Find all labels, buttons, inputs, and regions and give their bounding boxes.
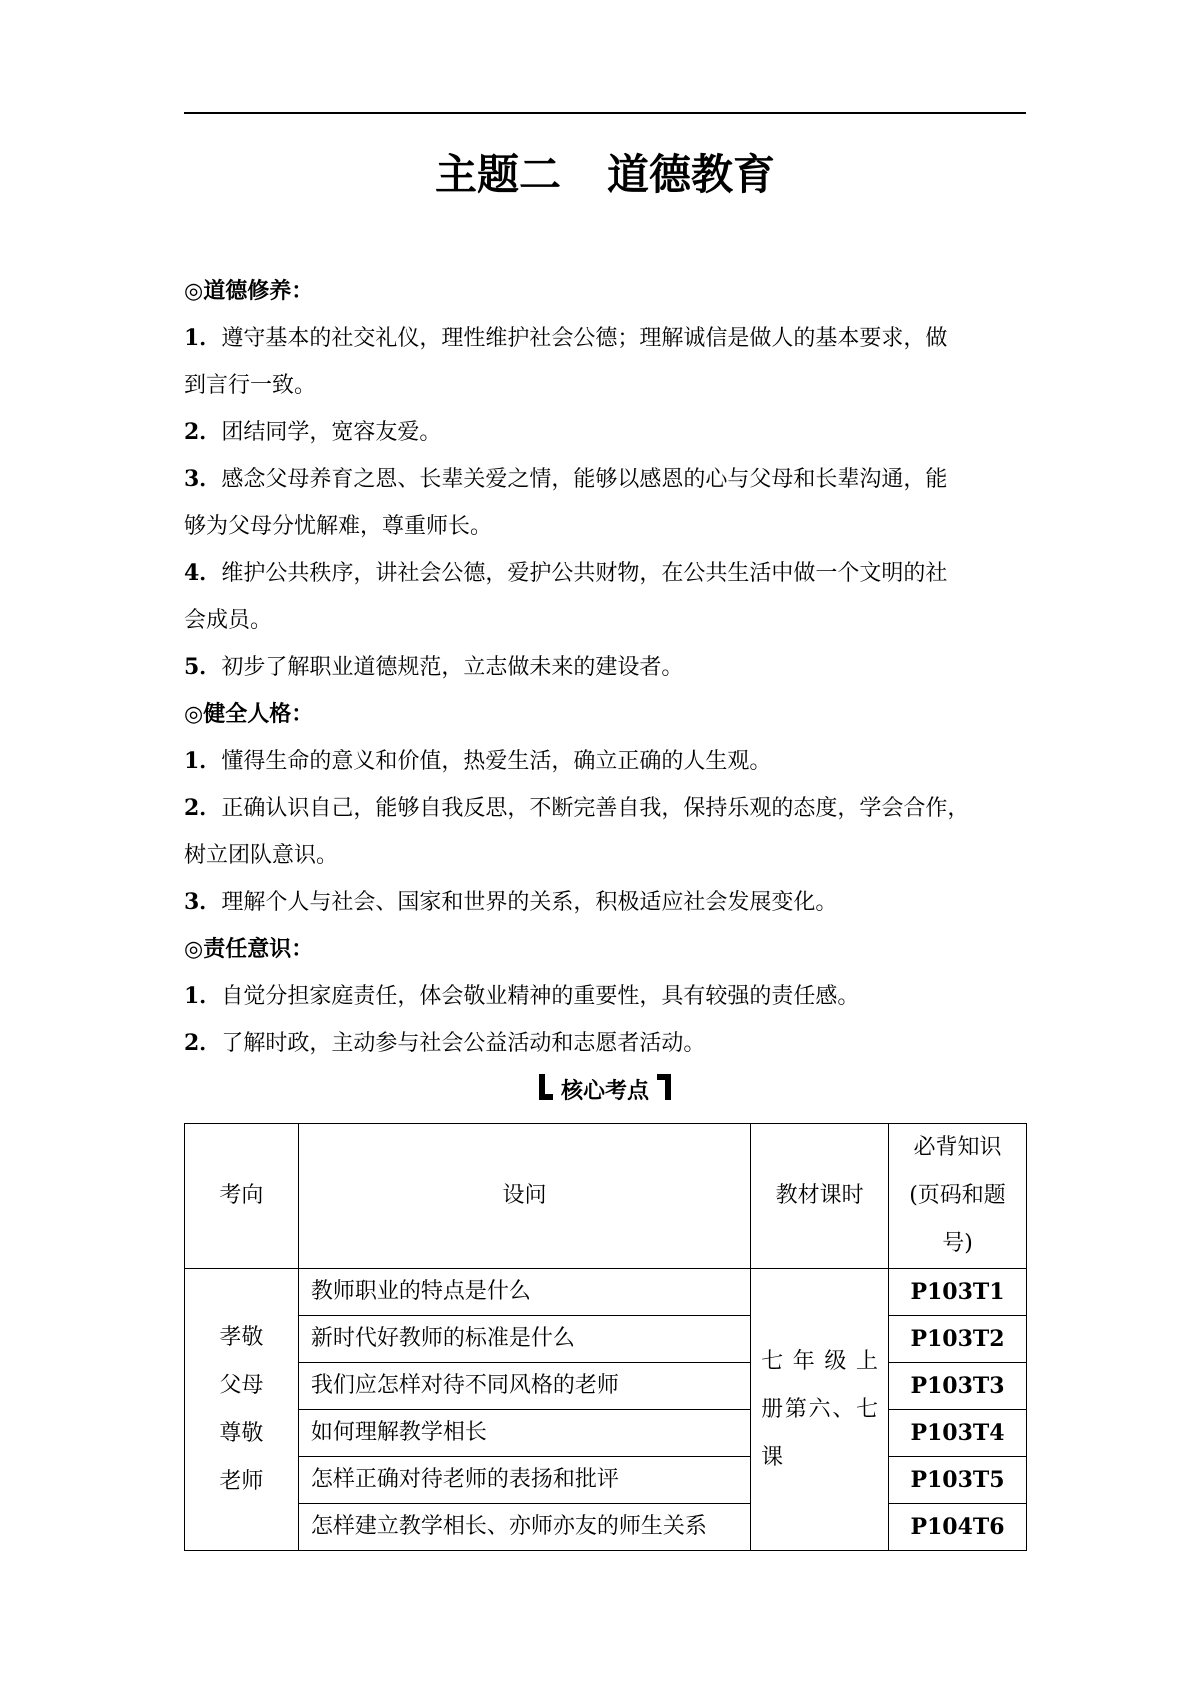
title-right: 道德教育 (607, 150, 776, 199)
item-text: 够为父母分忧解难，尊重师长。 (184, 514, 493, 539)
section-heading: ◎道德修养： (184, 278, 314, 304)
list-item (184, 1020, 1026, 1067)
table-row (185, 1269, 1027, 1316)
bracket-right-icon (657, 1074, 671, 1100)
item-text: 团结同学，宽容友爱。 (221, 420, 442, 445)
item-number: 4． (184, 560, 222, 586)
list-item (184, 362, 1026, 409)
page-cell: P103T5 (889, 1457, 1027, 1504)
question-cell: 怎样正确对待老师的表扬和批评 (298, 1457, 750, 1504)
table-row (185, 1363, 1027, 1410)
item-text: 遵守基本的社交礼仪，理性维护社会公德；理解诚信是做人的基本要求，做 (221, 326, 948, 351)
table-header-row (185, 1124, 1027, 1269)
list-item (184, 785, 1026, 832)
section-heading: ◎健全人格： (184, 701, 314, 727)
item-number: 5． (184, 654, 222, 680)
core-points-table (184, 1123, 1027, 1551)
item-text: 初步了解职业道德规范，立志做未来的建设者。 (221, 655, 684, 680)
item-number: 3． (184, 466, 222, 492)
item-number: 2． (184, 419, 222, 445)
section-heading: ◎责任意识： (184, 936, 314, 962)
item-text: 维护公共秩序，讲社会公德，爱护公共财物，在公共生活中做一个文明的社 (221, 561, 948, 586)
header-knowledge-line: 必背知识 (913, 1135, 1002, 1160)
question-cell: 我们应怎样对待不同风格的老师 (298, 1363, 750, 1410)
list-item (184, 832, 1026, 879)
item-text: 了解时政，主动参与社会公益活动和志愿者活动。 (221, 1031, 706, 1056)
item-text: 树立团队意识。 (184, 843, 339, 868)
table-row (185, 1457, 1027, 1504)
page-title (184, 140, 1026, 210)
header-knowledge-line: 号) (942, 1231, 973, 1256)
item-text: 会成员。 (184, 608, 273, 633)
item-number: 1． (184, 983, 222, 1009)
item-number: 1． (184, 325, 222, 351)
direction-line: 孝敬 (219, 1324, 264, 1350)
item-number: 2． (184, 1030, 222, 1056)
bracket-left-icon (539, 1074, 553, 1100)
list-item (184, 973, 1026, 1020)
item-number: 1． (184, 748, 222, 774)
item-number: 2． (184, 795, 222, 821)
direction-line: 尊敬 (219, 1420, 264, 1446)
page-cell: P103T2 (889, 1316, 1027, 1363)
lesson-line: 七年级上 (761, 1348, 879, 1374)
page-cell: P103T3 (889, 1363, 1027, 1410)
list-item (184, 550, 1026, 597)
header-rule (184, 112, 1026, 114)
requirements-content (184, 268, 1026, 1067)
question-cell: 怎样建立教学相长、亦师亦友的师生关系 (298, 1504, 750, 1551)
header-question: 设问 (298, 1124, 750, 1269)
list-item (184, 456, 1026, 503)
lesson-line: 册第六、七 (761, 1396, 879, 1422)
direction-cell (185, 1269, 299, 1551)
direction-line: 父母 (219, 1372, 264, 1398)
table-row (185, 1316, 1027, 1363)
list-item (184, 597, 1026, 644)
lesson-cell (751, 1269, 889, 1551)
item-text: 正确认识自己，能够自我反思，不断完善自我，保持乐观的态度，学会合作， (221, 796, 970, 821)
list-item (184, 644, 1026, 691)
page-cell: P104T6 (889, 1504, 1027, 1551)
table-row (185, 1504, 1027, 1551)
item-text: 理解个人与社会、国家和世界的关系，积极适应社会发展变化。 (221, 890, 838, 915)
item-number: 3． (184, 889, 222, 915)
list-item (184, 315, 1026, 362)
core-points-heading (184, 1072, 1026, 1112)
header-knowledge-line: (页码和题 (909, 1183, 1006, 1208)
lesson-line: 课 (761, 1444, 784, 1470)
page-cell: P103T1 (889, 1269, 1027, 1316)
page-cell: P103T4 (889, 1410, 1027, 1457)
list-item (184, 879, 1026, 926)
item-text: 自觉分担家庭责任，体会敬业精神的重要性，具有较强的责任感。 (221, 984, 860, 1009)
list-item (184, 738, 1026, 785)
header-knowledge (889, 1124, 1027, 1269)
question-cell: 如何理解教学相长 (298, 1410, 750, 1457)
question-cell: 教师职业的特点是什么 (298, 1269, 750, 1316)
item-text: 到言行一致。 (184, 373, 317, 398)
core-points-label: 核心考点 (560, 1079, 649, 1104)
table-row (185, 1410, 1027, 1457)
title-left: 主题二 (434, 150, 561, 199)
header-lesson: 教材课时 (751, 1124, 889, 1269)
item-text: 感念父母养育之恩、长辈关爱之情，能够以感恩的心与父母和长辈沟通，能 (221, 467, 948, 492)
direction-line: 老师 (219, 1468, 264, 1494)
header-direction: 考向 (185, 1124, 299, 1269)
list-item (184, 409, 1026, 456)
question-cell: 新时代好教师的标准是什么 (298, 1316, 750, 1363)
list-item (184, 503, 1026, 550)
item-text: 懂得生命的意义和价值，热爱生活，确立正确的人生观。 (221, 749, 772, 774)
